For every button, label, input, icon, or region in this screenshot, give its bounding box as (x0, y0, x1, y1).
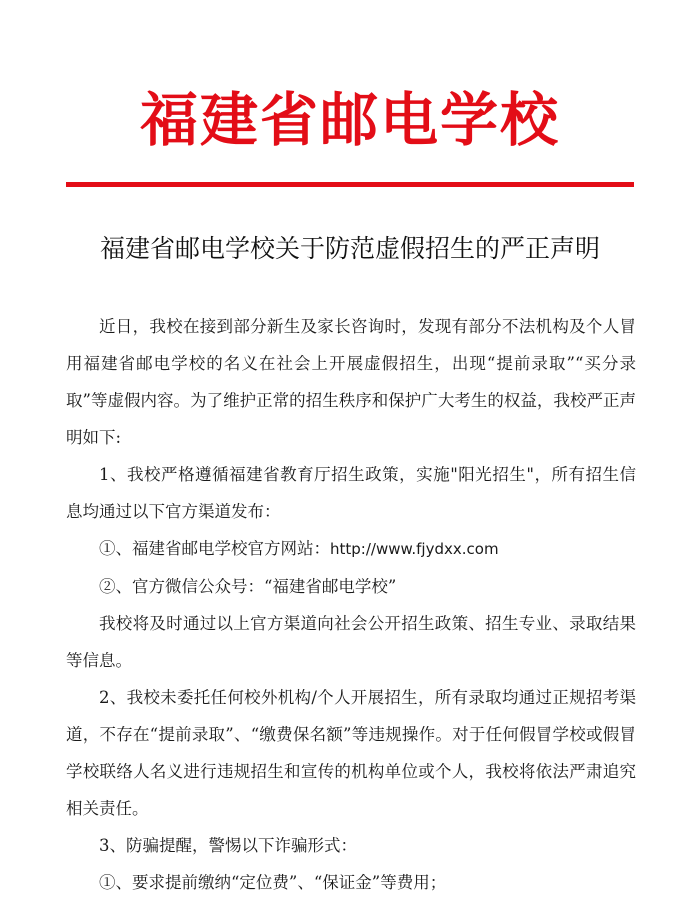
document-title: 福建省邮电学校关于防范虚假招生的严正声明 (99, 234, 600, 263)
channel-website-label: ①、福建省邮电学校官方网站： (99, 539, 330, 558)
red-divider-line (66, 182, 634, 187)
website-url: http://www.fjydxx.com (330, 540, 499, 558)
document-body (66, 308, 636, 898)
paragraph-channel-website (66, 530, 636, 568)
paragraph-channel-wechat: ②、官方微信公众号：“福建省邮电学校” (99, 577, 397, 596)
paragraph-item-3: 3、防骗提醒，警惕以下诈骗形式： (99, 836, 357, 855)
paragraph-item-2: 2、我校未委托任何校外机构/个人开展招生，所有录取均通过正规招考渠道，不存在“提前录取”、“缴费保名额”等违规操作。对于任何假冒学校或假冒学校联络人名义进行违规招生和宣传的机构单位或个人，我校将依法严肃追究相关责任。 (66, 688, 636, 818)
school-name-masthead: 福建省邮电学校 (139, 86, 560, 154)
paragraph-item-3-point-1: ①、要求提前缴纳“定位费”、“保证金”等费用； (99, 873, 447, 892)
paragraph-intro: 近日，我校在接到部分新生及家长咨询时，发现有部分不法机构及个人冒用福建省邮电学校的名义在社会上开展虚假招生，出现“提前录取”“买分录取”等虚假内容。为了维护正常的招生秩序和保护广大考生的权益，我校严正声明如下: (66, 317, 636, 447)
paragraph-item-1-note: 我校将及时通过以上官方渠道向社会公开招生政策、招生专业、录取结果等信息。 (66, 614, 636, 670)
paragraph-item-1: 1、我校严格遵循福建省教育厅招生政策，实施"阳光招生"，所有招生信息均通过以下官方渠道发布： (66, 465, 636, 521)
